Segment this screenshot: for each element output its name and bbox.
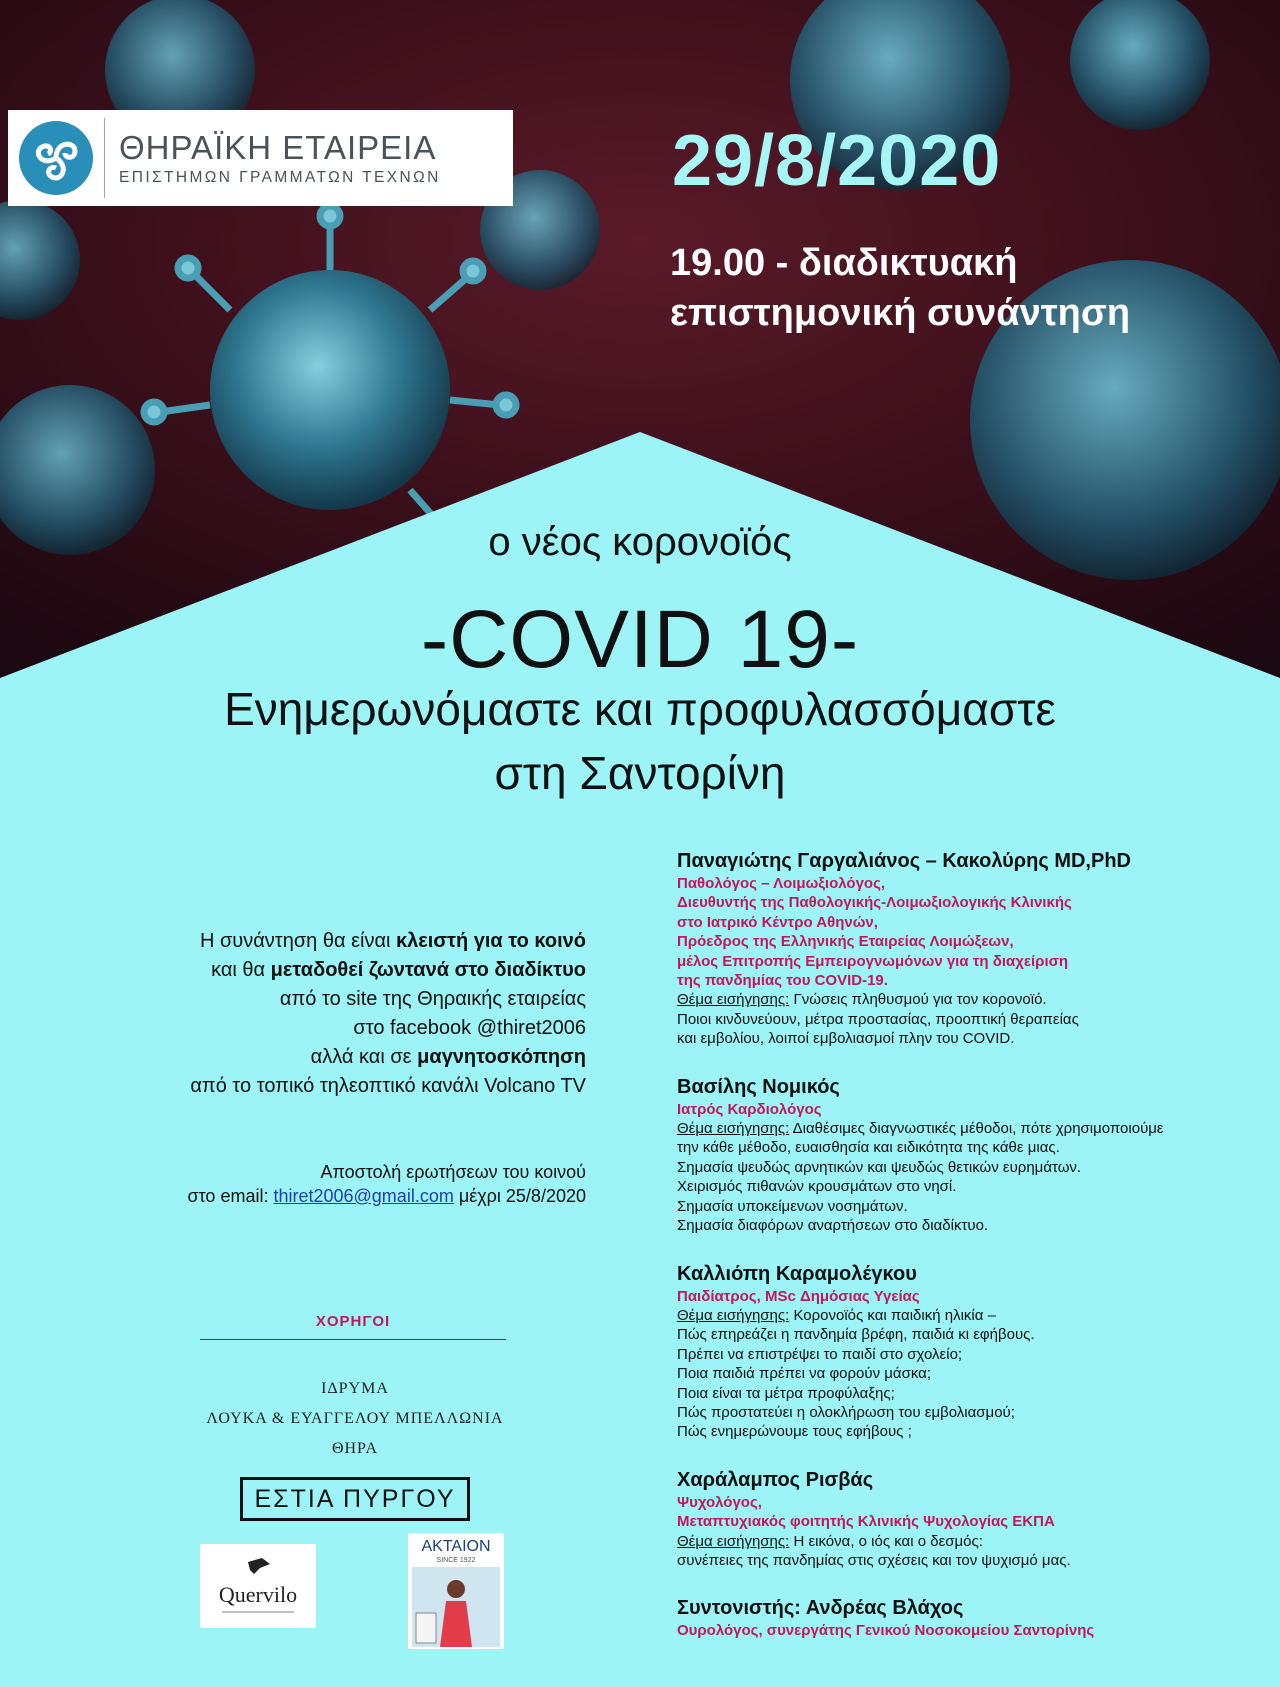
org-logo [8, 110, 513, 206]
sponsors-title: ΧΟΡΗΓΟΙ [315, 1313, 391, 1330]
foundation-line2: ΛΟΥΚΑ & ΕΥΑΓΓΕΛΟΥ ΜΠΕΛΛΩΝΙΑ [206, 1410, 504, 1427]
event-time-line2: επιστημονική συνάντηση [670, 292, 1131, 334]
speakers-list [677, 848, 1267, 1666]
speaker-role: Ψυχολόγος, [677, 1493, 762, 1511]
speaker-role: Παιδίατρος, MSc Δημόσιας Υγείας [677, 1287, 920, 1305]
speaker-entry [677, 1595, 1267, 1640]
questions-note [30, 1160, 586, 1208]
speaker-topic-line: Πώς επηρεάζει η πανδημία βρέφη, παιδιά κι εφήβους. [677, 1326, 1035, 1344]
speaker-role: Ιατρός Καρδιολόγος [677, 1100, 822, 1118]
org-name: ΘΗΡΑΪΚΗ ΕΤΑΙΡΕΙΑ [119, 129, 437, 166]
speaker-topic-line: Ποια είναι τα μέτρα προφύλαξης; [677, 1384, 895, 1402]
speaker-entry [677, 1467, 1267, 1571]
speaker-topic: Θέμα εισήγησης: Διαθέσιμες διαγνωστικές μέθοδοι, πότε χρησιμοποιούμε [677, 1120, 1164, 1138]
aktaion-logo [408, 1533, 504, 1649]
speaker-entry [677, 848, 1267, 1049]
speaker-name: Συντονιστής: Ανδρέας Βλάχος [677, 1597, 964, 1620]
speaker-topic-line: και εμβολίου, λοιποί εμβολιασμοί πλην του COVID. [677, 1030, 1015, 1048]
speaker-role: Παθολόγος – Λοιμωξιολόγος, [677, 875, 886, 892]
speaker-role: στο Ιατρικό Κέντρο Αθηνών, [677, 913, 878, 931]
speaker-topic-line: συνέπειες της πανδημίας στις σχέσεις και τον ψυχισμό μας. [677, 1551, 1071, 1569]
speaker-topic-line: Σημασία υποκείμενων νοσημάτων. [677, 1197, 908, 1215]
speaker-name: Χαράλαμπος Ρισβάς [677, 1468, 874, 1491]
speaker-topic-line: Ποιοι κινδυνεύουν, μέτρα προστασίας, προοπτική θεραπείας [677, 1010, 1079, 1028]
speaker-role: Διευθυντής της Παθολογικής-Λοιμωξιολογικής Κλινικής [677, 894, 1072, 912]
title-main: -COVID 19- [420, 594, 860, 685]
event-time-line1: 19.00 - διαδικτυακή [670, 242, 1018, 284]
speaker-topic-line: Πρέπει να επιστρέψει το παιδί στο σχολείο; [677, 1345, 963, 1363]
org-tagline: ΕΠΙΣΤΗΜΩΝ ΓΡΑΜΜΑΤΩΝ ΤΕΧΝΩΝ [119, 169, 441, 186]
logo-divider [104, 118, 105, 198]
info-line: στο facebook @thiret2006 [353, 1017, 586, 1039]
speaker-entry [677, 1261, 1267, 1442]
speaker-topic: Θέμα εισήγησης: Η εικόνα, ο ιός και ο δεσμός: [677, 1532, 983, 1550]
info-line: και θα μεταδοθεί ζωντανά στο διαδίκτυο [211, 959, 586, 981]
speaker-topic-line: Πώς προστατεύει η ολοκλήρωση του εμβολιασμού; [677, 1403, 1015, 1421]
quervilo-logo [200, 1544, 316, 1628]
aktaion-since-text: SINCE 1922 [436, 1557, 476, 1564]
speaker-name: Παναγιώτης Γαργαλιάνος – Κακολύρης MD,PhD [677, 850, 1131, 872]
speaker-topic: Θέμα εισήγησης: Γνώσεις πληθυσμού για τον κορονοϊό. [677, 991, 1047, 1009]
questions-line1: Αποστολή ερωτήσεων του κοινού [320, 1162, 586, 1182]
speaker-topic-line: Σημασία διαφόρων αναρτήσεων στο διαδίκτυο. [677, 1217, 989, 1235]
speaker-topic-line: την κάθε μέθοδο, ευαισθησία και ειδικότητα της κάθε μιας. [677, 1139, 1060, 1157]
slogan-line2: στη Σαντορίνη [494, 747, 786, 799]
aktaion-logo-text: ΑΚΤΑΙΟΝ [421, 1538, 491, 1555]
quervilo-logo-text: Quervilo [218, 1582, 298, 1607]
speaker-role: Πρόεδρος της Ελληνικής Εταιρείας Λοιμώξεων, [677, 933, 1014, 951]
info-line: από το site της Θηραικής εταιρείας [279, 988, 586, 1010]
title-subtitle: ο νέος κορονοϊός [488, 520, 792, 564]
bird-icon [248, 1558, 270, 1574]
speaker-role: Μεταπτυχιακός φοιτητής Κλινικής Ψυχολογίας ΕΚΠΑ [677, 1513, 1055, 1531]
info-line: από το τοπικό τηλεοπτικό κανάλι Volcano TV [190, 1075, 586, 1097]
speaker-name: Βασίλης Νομικός [677, 1075, 840, 1098]
info-line: αλλά και σε μαγνητοσκόπηση [310, 1046, 586, 1068]
foundation-line3: ΘΗΡΑ [331, 1440, 379, 1457]
event-info [30, 927, 586, 1101]
triskelion-icon [8, 110, 104, 206]
questions-line2: στο email: thiret2006@gmail.com μέχρι 25/8/2020 [187, 1186, 586, 1206]
event-date: 29/8/2020 [672, 121, 1002, 201]
event-time [670, 238, 1250, 338]
speaker-name: Καλλιόπη Καραμολέγκου [677, 1262, 917, 1285]
speaker-topic-line: Χειρισμός πιθανών κρουσμάτων στο νησί. [677, 1178, 957, 1196]
person-icon [447, 1580, 465, 1598]
foundation-line1: ΙΔΡΥΜΑ [321, 1380, 389, 1397]
estia-pyrgou-logo: ΕΣΤΙΑ ΠΥΡΓΟΥ [240, 1477, 470, 1521]
slogan-line1: Ενημερωνόμαστε και προφυλασσόμαστε [224, 683, 1056, 735]
speaker-topic-line: Πώς ενημερώνουμε τους εφήβους ; [677, 1423, 912, 1441]
speaker-topic-line: Σημασία ψευδώς αρνητικών και ψευδώς θετικών ευρημάτων. [677, 1158, 1082, 1176]
speaker-role: Ουρολόγος, συνεργάτης Γενικού Νοσοκομείου Σαντορίνης [677, 1622, 1095, 1640]
speaker-role: της πανδημίας του COVID-19. [677, 972, 888, 990]
speaker-topic-line: Ποια παιδιά πρέπει να φορούν μάσκα; [677, 1365, 931, 1383]
email-link[interactable]: thiret2006@gmail.com [273, 1186, 454, 1206]
sponsors-divider [200, 1339, 506, 1340]
speaker-role: μέλος Επιτροπής Εμπειρογνωμόνων για τη διαχείριση [677, 952, 1069, 970]
speaker-entry [677, 1074, 1267, 1236]
speaker-topic: Θέμα εισήγησης: Κορονοϊός και παιδική ηλικία – [677, 1306, 996, 1324]
info-line: Η συνάντηση θα είναι κλειστή για το κοινό [199, 930, 586, 952]
